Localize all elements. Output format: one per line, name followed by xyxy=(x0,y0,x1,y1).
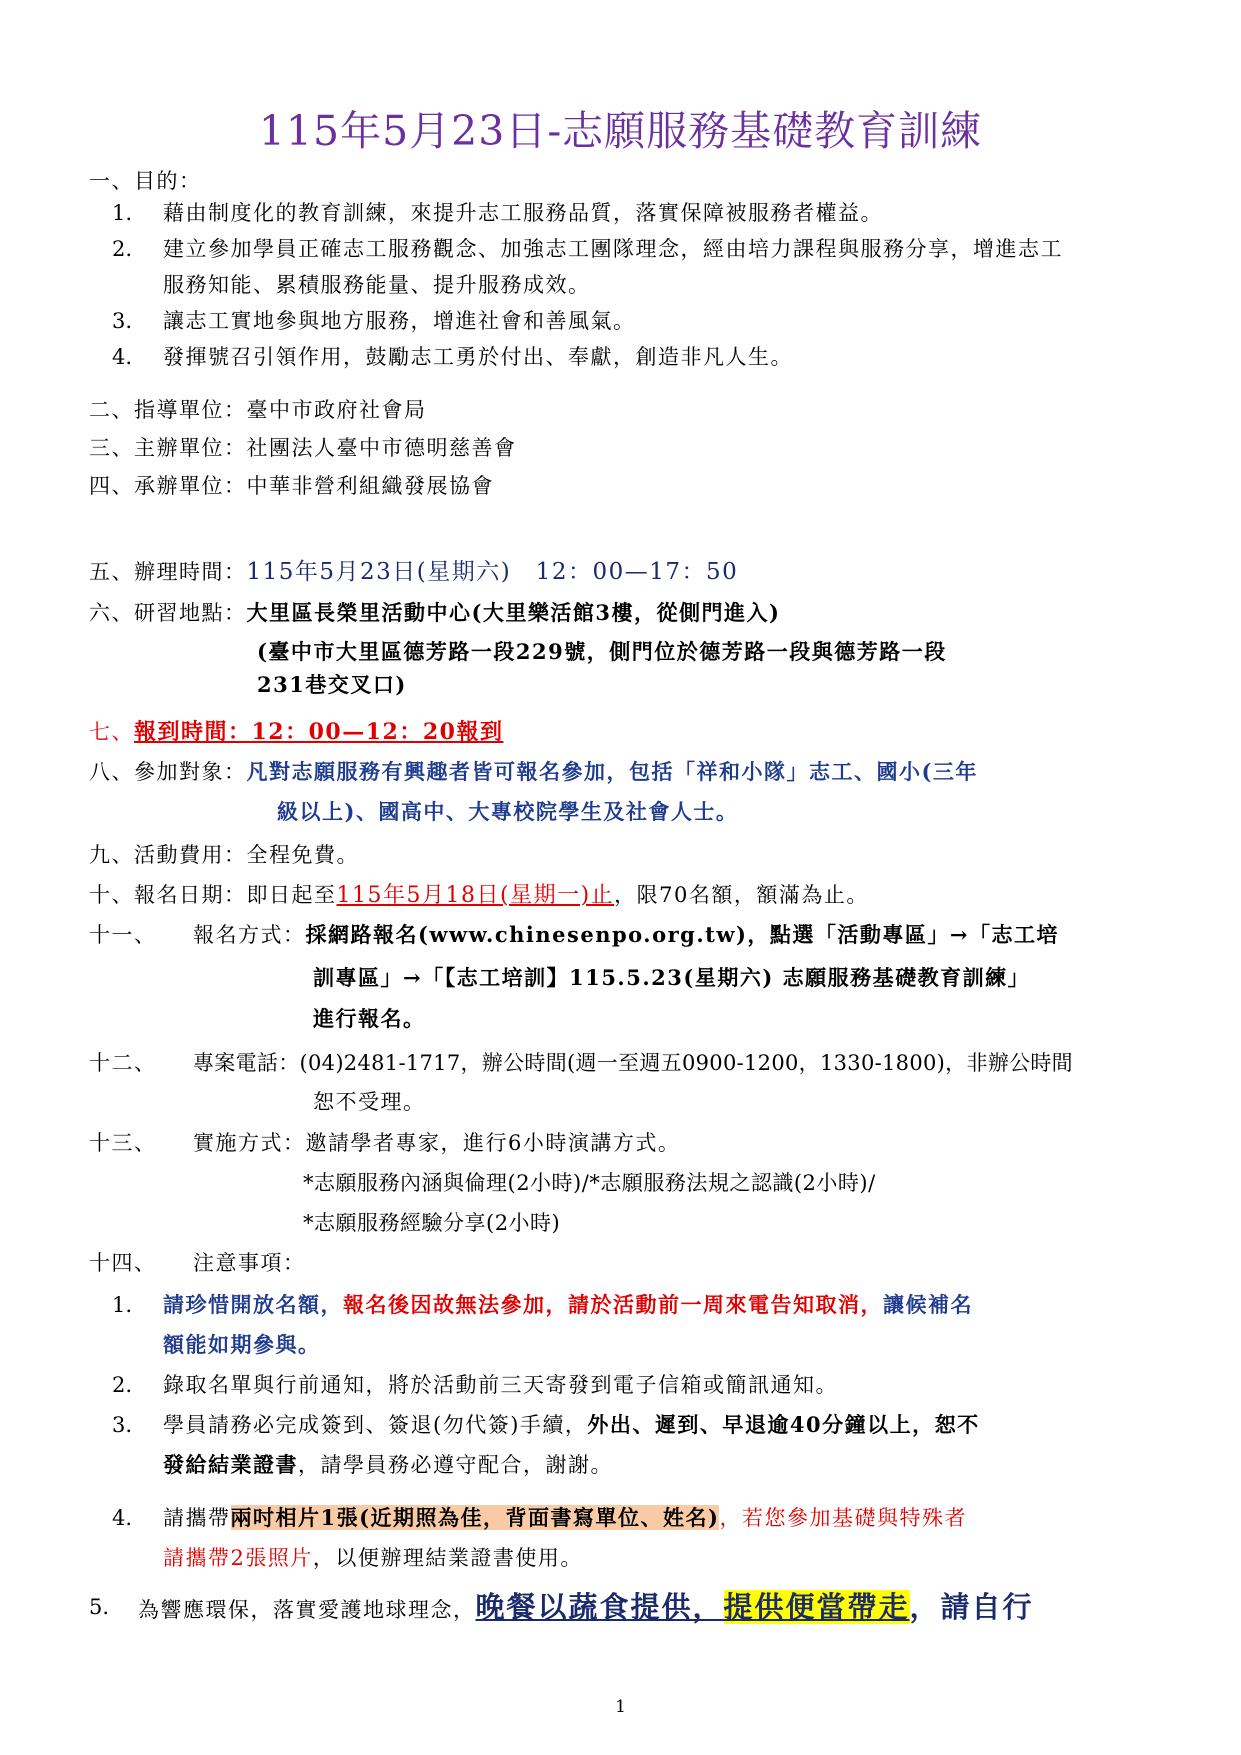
phone-label: 專案電話： xyxy=(193,1051,300,1075)
note-5 xyxy=(138,1587,1034,1630)
phone-row xyxy=(193,1048,1073,1078)
guide-row xyxy=(89,395,427,425)
note-2: 錄取名單與行前通知，將於活動前三天寄發到電子信箱或簡訊通知。 xyxy=(163,1373,838,1397)
checkin-label: 七、 xyxy=(89,720,134,744)
method-value: 採網路報名(www.chinesenpo.org.tw)，點選「活動專區」→「志工培 xyxy=(305,922,1059,947)
checkin-row xyxy=(89,717,503,747)
signup-date-label: 十、報名日期： xyxy=(89,883,247,907)
note-1 xyxy=(163,1290,973,1320)
venue-value: 大里區長榮里活動中心(大里樂活館3樓，從側門進入) xyxy=(246,600,781,625)
implement-label: 實施方式： xyxy=(193,1131,306,1155)
venue-address-cont: 231巷交叉口) xyxy=(257,672,407,697)
time-row xyxy=(89,557,738,587)
note-2-num: 2. xyxy=(112,1373,133,1397)
note-4 xyxy=(163,1503,967,1533)
organizer-value: 中華非營利組織發展協會 xyxy=(246,474,494,498)
target-value: 凡對志願服務有興趣者皆可報名參加，包括「祥和小隊」志工、國小(三年 xyxy=(246,759,978,784)
fee-label: 九、活動費用： xyxy=(89,843,247,867)
phone-value-cont: 恕不受理。 xyxy=(313,1090,426,1114)
note-3-c: 發給結業證書 xyxy=(163,1452,298,1477)
note-4-e: ，以便辦理結業證書使用。 xyxy=(312,1546,583,1570)
purpose-item-1: 藉由制度化的教育訓練，來提升志工服務品質，落實保障被服務者權益。 xyxy=(163,201,883,225)
checkin-value: 報到時間：12：00—12：20報到 xyxy=(134,719,504,745)
method-row xyxy=(193,920,1059,950)
purpose-item-2-num: 2. xyxy=(112,237,133,261)
purpose-heading: 一、目的： xyxy=(89,169,202,193)
organizer-row xyxy=(89,471,494,501)
signup-date-post: ，限70名額，額滿為止。 xyxy=(614,883,869,907)
document-title: 115年5月23日-志願服務基礎教育訓練 xyxy=(258,107,983,155)
method-value-end: 進行報名。 xyxy=(313,1006,426,1031)
implement-courses-cont: *志願服務經驗分享(2小時) xyxy=(303,1211,561,1235)
page-number: 1 xyxy=(615,1697,626,1717)
method-value-cont: 訓專區」→「【志工培訓】115.5.23(星期六) 志願服務基礎教育訓練」 xyxy=(313,965,1031,990)
purpose-item-4: 發揮號召引領作用，鼓勵志工勇於付出、奉獻，創造非凡人生。 xyxy=(163,345,793,369)
venue-label: 六、研習地點： xyxy=(89,601,247,625)
implement-value: 邀請學者專家，進行6小時演講方式。 xyxy=(305,1131,681,1155)
note-4-a: 請攜帶 xyxy=(163,1506,231,1530)
notes-label: 注意事項： xyxy=(193,1251,306,1275)
note-3-b: 外出、遲到、早退逾40分鐘以上，恕不 xyxy=(587,1412,980,1437)
purpose-item-2-cont: 服務知能、累積服務能量、提升服務成效。 xyxy=(163,273,591,297)
note-1-b: 報名後因故無法參加，請於活動前一周來電告知取消， xyxy=(343,1292,883,1317)
note-3 xyxy=(163,1410,980,1440)
signup-date-pre: 即日起至 xyxy=(246,883,337,907)
note-3-a: 學員請務必完成簽到、簽退(勿代簽)手續， xyxy=(163,1413,588,1437)
purpose-item-2: 建立參加學員正確志工服務觀念、加強志工團隊理念，經由培力課程與服務分享，增進志工 xyxy=(163,237,1063,261)
note-4-c: ，若您參加基礎與特殊者 xyxy=(719,1506,967,1530)
implement-row xyxy=(193,1128,680,1158)
note-5-a: 為響應環保，落實愛護地球理念， xyxy=(138,1598,476,1622)
phone-value: (04)2481-1717，辦公時間(週一至週五0900-1200，1330-1800)，非辦公時間 xyxy=(299,1051,1073,1075)
method-num: 十一、 xyxy=(89,923,157,947)
note-4-photo-highlight: 兩吋相片1張(近期照為佳，背面書寫單位、姓名) xyxy=(230,1505,720,1530)
note-3-num: 3. xyxy=(112,1413,133,1437)
note-5-num: 5. xyxy=(89,1595,110,1619)
notes-num: 十四、 xyxy=(89,1251,157,1275)
note-5-lunchbox-highlight: 提供便當帶走 xyxy=(723,1590,910,1624)
method-label: 報名方式： xyxy=(193,923,306,947)
implement-courses: *志願服務內涵與倫理(2小時)/*志願服務法規之認識(2小時)/ xyxy=(303,1171,876,1195)
organizer-label: 四、承辦單位： xyxy=(89,474,247,498)
note-5-dinner: 晚餐以蔬食提供， xyxy=(475,1590,724,1624)
note-1-a: 請珍惜開放名額， xyxy=(163,1292,343,1317)
target-value-cont: 級以上)、國高中、大專校院學生及社會人士。 xyxy=(277,799,739,824)
host-row xyxy=(89,433,517,463)
note-4-num: 4. xyxy=(112,1506,133,1530)
venue-address: (臺中市大里區德芳路一段229號，側門位於德芳路一段與德芳路一段 xyxy=(257,639,947,664)
phone-num: 十二、 xyxy=(89,1051,157,1075)
time-label: 五、辦理時間： xyxy=(89,560,247,584)
host-value: 社團法人臺中市德明慈善會 xyxy=(246,436,517,460)
guide-label: 二、指導單位： xyxy=(89,398,247,422)
note-1-num: 1. xyxy=(112,1293,133,1317)
purpose-item-1-num: 1. xyxy=(112,201,133,225)
target-row xyxy=(89,757,978,787)
purpose-item-4-num: 4. xyxy=(112,345,133,369)
fee-value: 全程免費。 xyxy=(246,843,359,867)
signup-date-row xyxy=(89,880,869,911)
note-3-cont xyxy=(163,1450,613,1480)
note-4-cont xyxy=(163,1543,583,1573)
purpose-item-3: 讓志工實地參與地方服務，增進社會和善風氣。 xyxy=(163,309,636,333)
venue-row xyxy=(89,598,780,628)
signup-date-deadline: 115年5月18日(星期一)止 xyxy=(336,883,615,908)
purpose-item-3-num: 3. xyxy=(112,309,133,333)
note-4-d: 請攜帶2張照片 xyxy=(163,1546,313,1570)
host-label: 三、主辦單位： xyxy=(89,436,247,460)
target-label: 八、參加對象： xyxy=(89,760,247,784)
note-3-d: ，請學員務必遵守配合，謝謝。 xyxy=(298,1453,613,1477)
note-1-cont: 額能如期參與。 xyxy=(163,1332,321,1357)
implement-num: 十三、 xyxy=(89,1131,157,1155)
time-value: 115年5月23日(星期六) 12：00—17：50 xyxy=(246,559,739,585)
fee-row xyxy=(89,840,359,870)
note-1-c: 讓候補名 xyxy=(883,1292,973,1317)
guide-value: 臺中市政府社會局 xyxy=(246,398,427,422)
note-5-d: ，請自行 xyxy=(909,1590,1034,1624)
